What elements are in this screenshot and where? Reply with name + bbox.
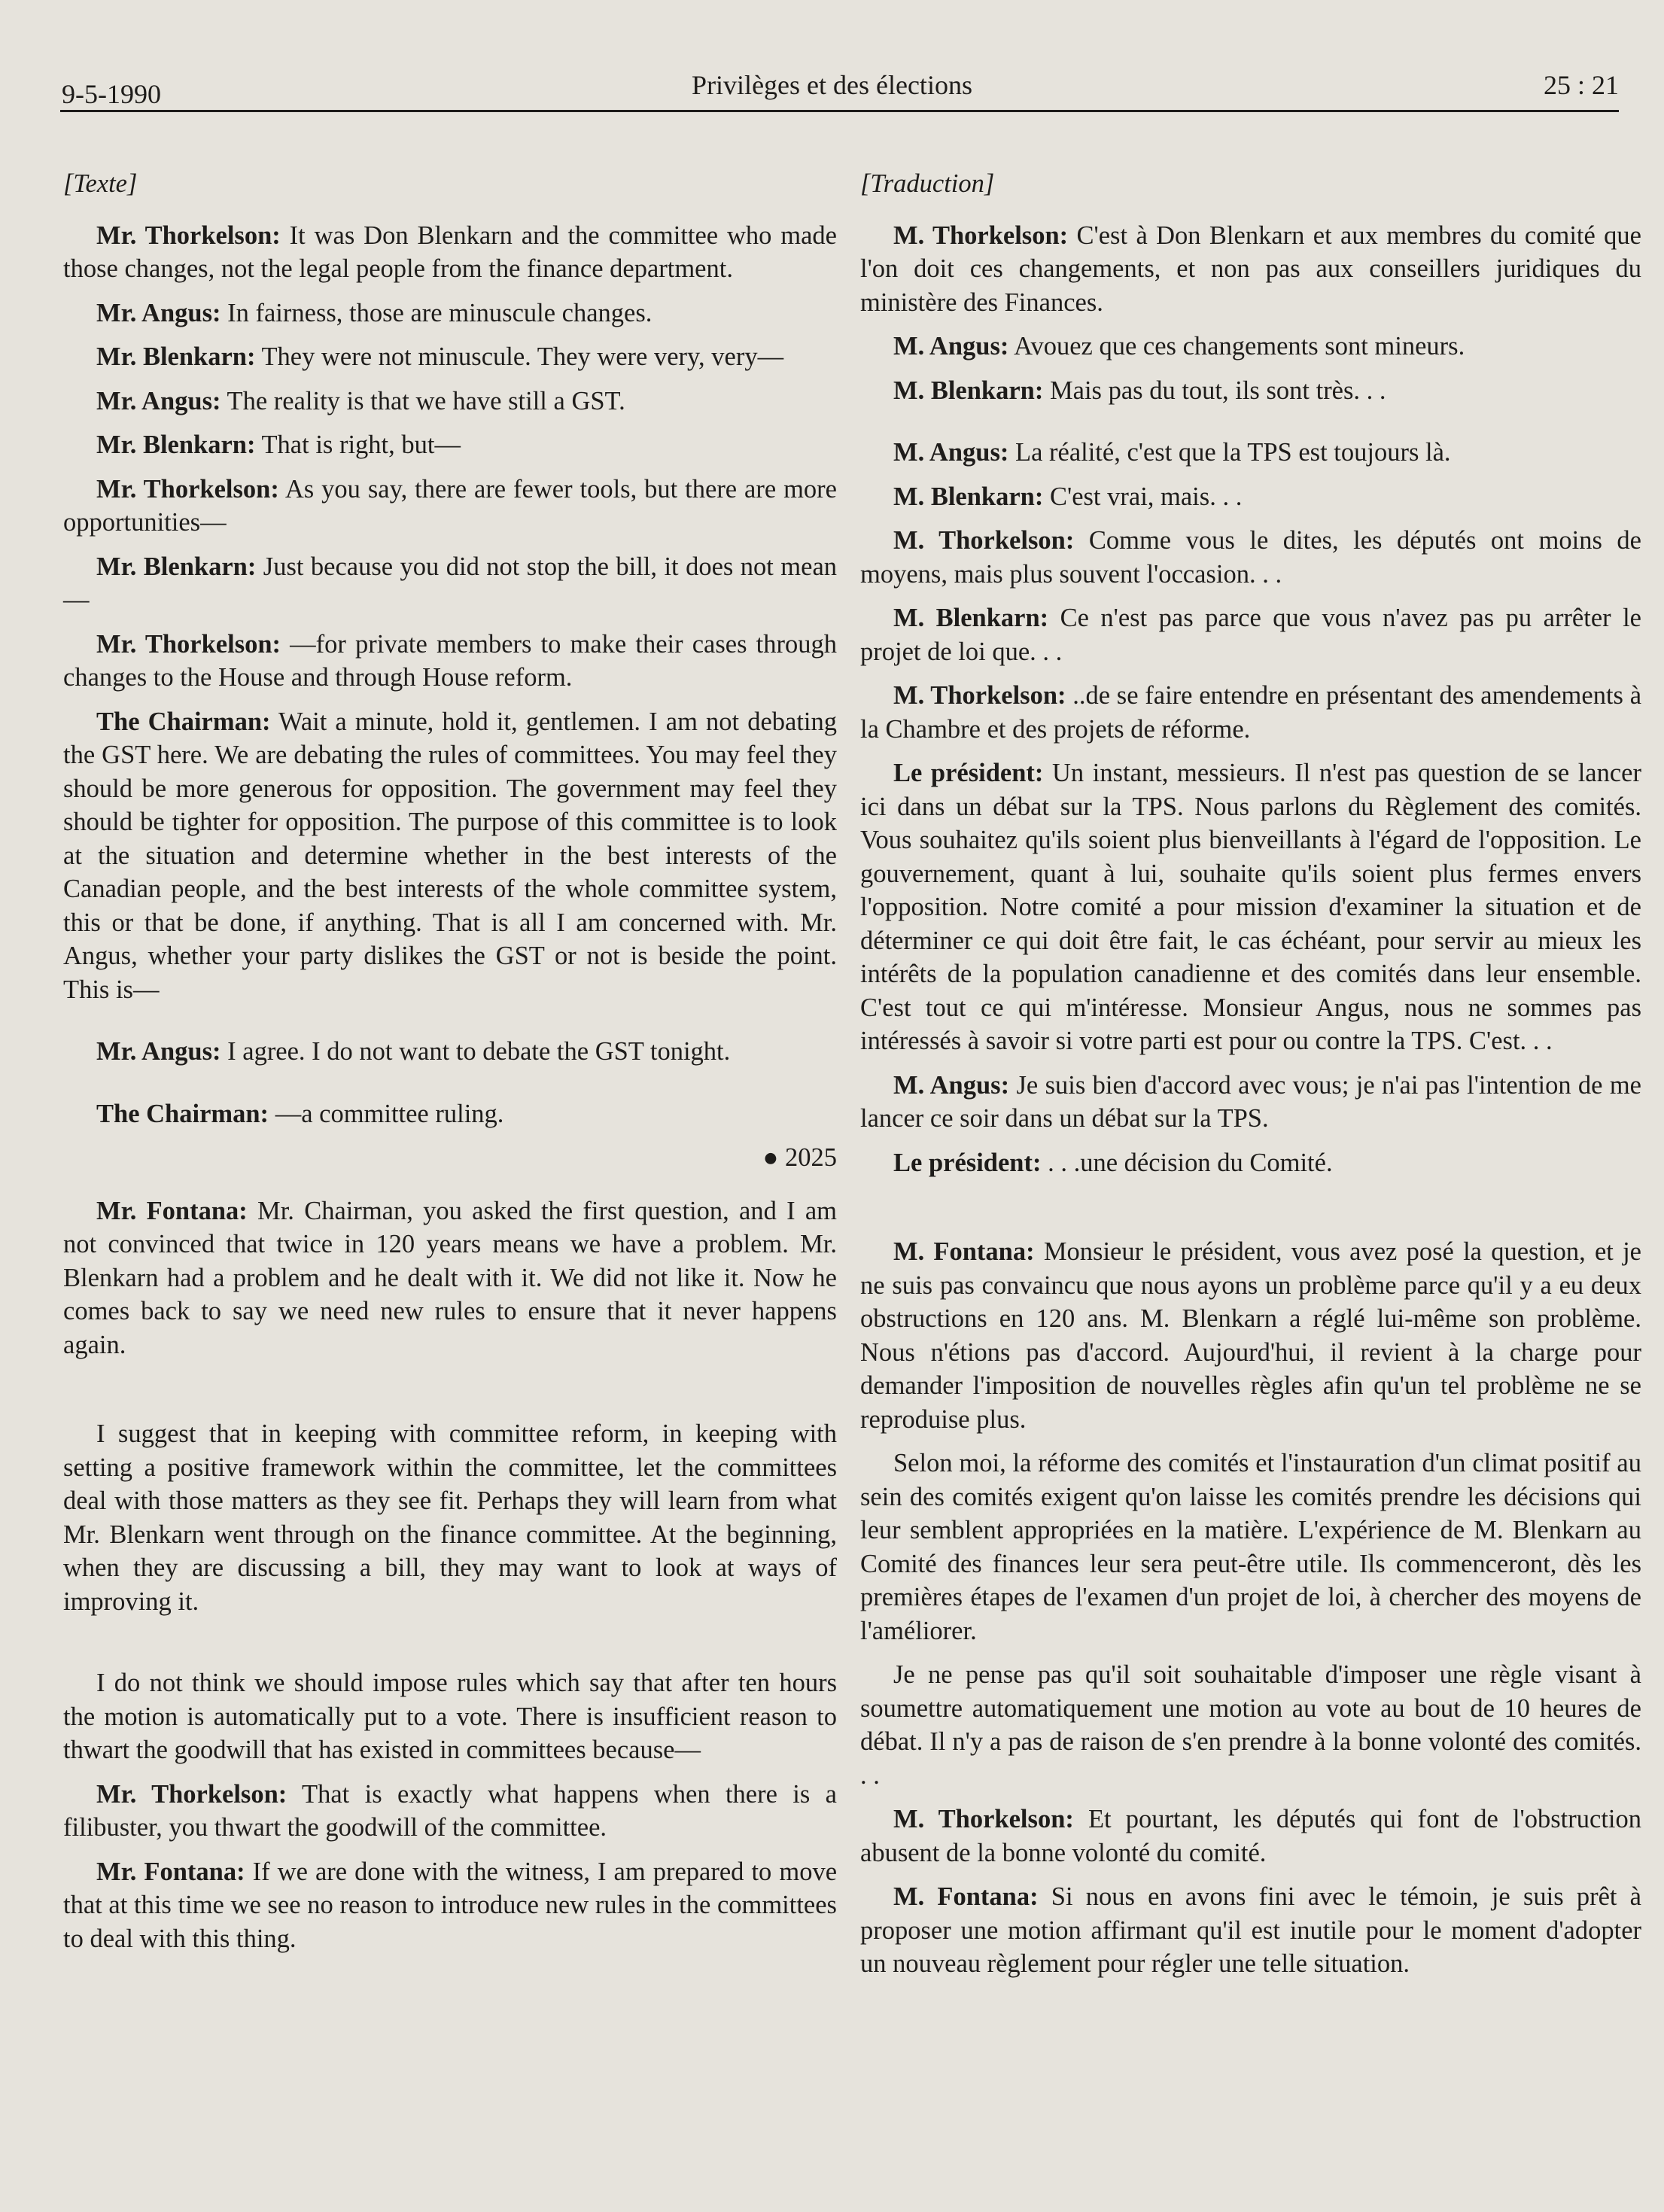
speaker-name: Mr. Fontana: (96, 1857, 245, 1886)
speech-text: That is exactly what happens when there is a filibuster, you thwart the goodwill of the committee. (63, 1779, 837, 1842)
speech-paragraph (63, 473, 837, 540)
speech-text: Ce n'est pas parce que vous n'avez pas pu arrêter le projet de loi que. . . (860, 604, 1641, 666)
language-tag: [Traduction] (860, 169, 995, 198)
speech-text: Just because you did not stop the bill, it does not mean— (63, 552, 838, 614)
speaker-name: Le président: (893, 1148, 1042, 1177)
speech-paragraph (63, 219, 837, 286)
speaker-name: M. Fontana: (893, 1237, 1035, 1266)
speaker-name: The Chairman: (96, 1099, 269, 1128)
speaker-name: Mr. Angus: (96, 298, 221, 327)
speaker-name: Le président: (893, 759, 1044, 787)
speaker-name: Mr. Blenkarn: (96, 431, 256, 459)
speech-text: Selon moi, la réforme des comités et l'instauration d'un climat positif au sein des comités exigent qu'on laisse les comités prendre les décisions qui leur semblent appropriées en la matière. L'expérience de M. Blenkarn au Comité des finances leur sera peut-être utile. Ils commenceront, dès les premières étapes de l'examen d'un projet de loi, à chercher des moyens de l'améliorer. (860, 1449, 1641, 1645)
speech-paragraph (860, 524, 1641, 591)
header-page-number: 25 : 21 (1543, 70, 1619, 100)
speech-paragraph (63, 1666, 837, 1767)
speaker-name: M. Angus: (893, 438, 1009, 467)
speech-paragraph (860, 374, 1641, 408)
speaker-name: Mr. Angus: (96, 386, 221, 415)
speaker-name: M. Angus: (893, 1070, 1010, 1100)
speech-paragraph (860, 1235, 1641, 1436)
speech-paragraph (860, 480, 1641, 514)
header-date: 9-5-1990 (62, 79, 161, 109)
speech-paragraph (63, 628, 837, 695)
speech-paragraph (860, 330, 1641, 364)
speech-text: Wait a minute, hold it, gentlemen. I am not debating the GST here. We are debating the rules of committees. You may feel they should be more generous for opposition. The government may feel they should be tighter for opposition. The purpose of this committee is to look at the situation and determine whether in the best interests of the Canadian people, and the best interests of the whole committee system, this or that be done, if anything. That is all I am concerned with. Mr. Angus, whether your party dislikes the GST or not is beside the point. This is— (63, 707, 837, 1004)
speaker-name: Mr. Angus: (96, 1037, 221, 1066)
speech-paragraph (63, 1194, 837, 1362)
header-title: Privilèges et des élections (692, 70, 972, 100)
speech-text: . . .une décision du Comité. (1041, 1148, 1333, 1177)
speech-paragraph (63, 1855, 837, 1956)
speech-paragraph (63, 297, 837, 330)
speaker-name: Mr. Blenkarn: (96, 552, 257, 581)
speech-text: Un instant, messieurs. Il n'est pas question de se lancer ici dans un débat sur la TPS. Nous parlons du Règlement des comités. Vous souhaitez qu'ils soient plus bienveillants à l'égard de l'opposition. Le gouvernement, quant à lui, souhaite qu'ils soient plus fermes envers l'opposition. Notre comité a pour mission d'examiner la situation et de déterminer ce qui doit être fait, le cas échéant, pour servir au mieux les intérêts de la population canadienne et des comités dans leur ensemble. C'est tout ce qui m'intéresse. Monsieur Angus, nous ne sommes pas intéressés à savoir si votre parti est pour ou contre la TPS. C'est. . . (860, 759, 1641, 1055)
header-rule (60, 110, 1619, 112)
speech-text: The reality is that we have still a GST. (221, 386, 625, 415)
speech-text: ..de se faire entendre en présentant des amendements à la Chambre et des projets de réforme. (860, 681, 1642, 744)
speech-paragraph (63, 428, 837, 462)
english-column (63, 167, 837, 1966)
speech-text: Je suis bien d'accord avec vous; je n'ai pas l'intention de me lancer ce soir dans un débat sur la TPS. (860, 1070, 1641, 1133)
speech-paragraph (63, 1778, 837, 1845)
language-tag: [Texte] (63, 169, 138, 198)
speech-text: In fairness, those are minuscule changes. (221, 298, 653, 327)
speaker-name: Mr. Fontana: (96, 1196, 248, 1225)
speech-paragraph (63, 340, 837, 374)
speech-paragraph (860, 1146, 1641, 1180)
speech-text: —for private members to make their cases through changes to the House and through House reform. (63, 629, 837, 692)
speech-paragraph (860, 1658, 1641, 1792)
speaker-name: Mr. Thorkelson: (96, 221, 281, 250)
speech-paragraph (63, 705, 837, 1007)
speech-paragraph (860, 1447, 1641, 1648)
speech-text: Avouez que ces changements sont mineurs. (1008, 332, 1465, 361)
speech-text: Et pourtant, les députés qui font de l'obstruction abusent de la bonne volonté du comité. (860, 1805, 1641, 1867)
speaker-name: Mr. Thorkelson: (96, 1779, 287, 1809)
speech-text: C'est vrai, mais. . . (1043, 482, 1243, 511)
speech-text: La réalité, c'est que la TPS est toujours là. (1008, 438, 1451, 467)
speaker-name: M. Angus: (893, 332, 1009, 361)
speech-text: It was Don Blenkarn and the committee who made those changes, not the legal people from the finance department. (63, 221, 837, 283)
speech-text: If we are done with the witness, I am prepared to move that at this time we see no reason to introduce new rules in the committees to deal with this thing. (63, 1857, 838, 1953)
speech-text: I suggest that in keeping with committee reform, in keeping with setting a positive framework within the committee, let the committees deal with those matters as they see fit. Perhaps they will learn from what Mr. Blenkarn went through on the finance committee. At the beginning, when they are discussing a bill, they may want to look at ways of improving it. (63, 1419, 837, 1616)
speech-paragraph (860, 1069, 1641, 1136)
speech-paragraph (63, 1417, 837, 1618)
speaker-name: Mr. Thorkelson: (96, 474, 279, 504)
speech-paragraph (63, 550, 837, 617)
speech-text: Si nous en avons fini avec le témoin, je suis prêt à proposer une motion affirmant qu'il est inutile pour le moment d'adopter un nouveau règlement pour régler une telle situation. (860, 1882, 1641, 1978)
speech-paragraph (860, 756, 1641, 1058)
speech-paragraph (860, 1803, 1641, 1870)
speech-paragraph (63, 1035, 837, 1069)
speech-paragraph (860, 436, 1641, 470)
speaker-name: M. Thorkelson: (893, 526, 1075, 555)
speaker-name: Mr. Blenkarn: (96, 342, 256, 371)
speech-text: I agree. I do not want to debate the GST tonight. (221, 1037, 731, 1066)
speech-text: I do not think we should impose rules which say that after ten hours the motion is automatically put to a vote. There is insufficient reason to thwart the goodwill that has existed in committees because— (63, 1669, 837, 1764)
speech-paragraph (860, 219, 1641, 320)
speech-paragraph (860, 601, 1641, 668)
speech-text: C'est à Don Blenkarn et aux membres du comité que l'on doit ces changements, et non pas aux conseillers juridiques du ministère des Finances. (860, 221, 1641, 317)
speaker-name: M. Thorkelson: (893, 1805, 1074, 1833)
speech-paragraph (860, 679, 1641, 746)
speaker-name: M. Blenkarn: (893, 482, 1044, 511)
speech-text: Mr. Chairman, you asked the first question, and I am not convinced that twice in 120 years means we have a problem. Mr. Blenkarn had a problem and he dealt with it. We did not like it. Now he comes back to say we need new rules to ensure that it never happens again. (63, 1196, 837, 1359)
speech-text: As you say, there are fewer tools, but there are more opportunities— (63, 474, 837, 537)
speaker-name: M. Thorkelson: (893, 681, 1066, 710)
speaker-name: M. Fontana: (893, 1882, 1039, 1911)
speech-text: Comme vous le dites, les députés ont moins de moyens, mais plus souvent l'occasion. . . (860, 526, 1641, 589)
speaker-name: M. Thorkelson: (893, 221, 1069, 250)
speaker-name: The Chairman: (96, 707, 271, 736)
speech-paragraph (63, 385, 837, 418)
speech-text: That is right, but— (255, 431, 461, 459)
speech-text: They were not minuscule. They were very, very— (255, 342, 784, 371)
speaker-name: M. Blenkarn: (893, 376, 1044, 405)
speech-text: Mais pas du tout, ils sont très. . . (1043, 376, 1386, 405)
speech-text: Monsieur le président, vous avez posé la question, et je ne suis pas convaincu que nous ayons un problème parce qu'il y a eu deux obstructions en 120 ans. M. Blenkarn a réglé lui-même son problème. Nous n'étions pas d'accord. Aujourd'hui, il revient à la charge pour demander l'imposition de nouvelles règles afin qu'un tel problème ne se reproduise plus. (860, 1237, 1641, 1434)
speaker-name: M. Blenkarn: (893, 604, 1049, 632)
time-marker: ● 2025 (762, 1143, 837, 1172)
speech-paragraph (63, 1097, 837, 1131)
speech-text: —a committee ruling. (269, 1099, 504, 1128)
speaker-name: Mr. Thorkelson: (96, 629, 281, 659)
speech-text: Je ne pense pas qu'il soit souhaitable d'imposer une règle visant à soumettre automatiquement une motion au vote au bout de 10 heures de débat. Il n'y a pas de raison de s'en prendre à la bonne volonté des comités. . . (860, 1660, 1641, 1790)
french-column (860, 167, 1641, 1991)
speech-paragraph (860, 1880, 1641, 1981)
